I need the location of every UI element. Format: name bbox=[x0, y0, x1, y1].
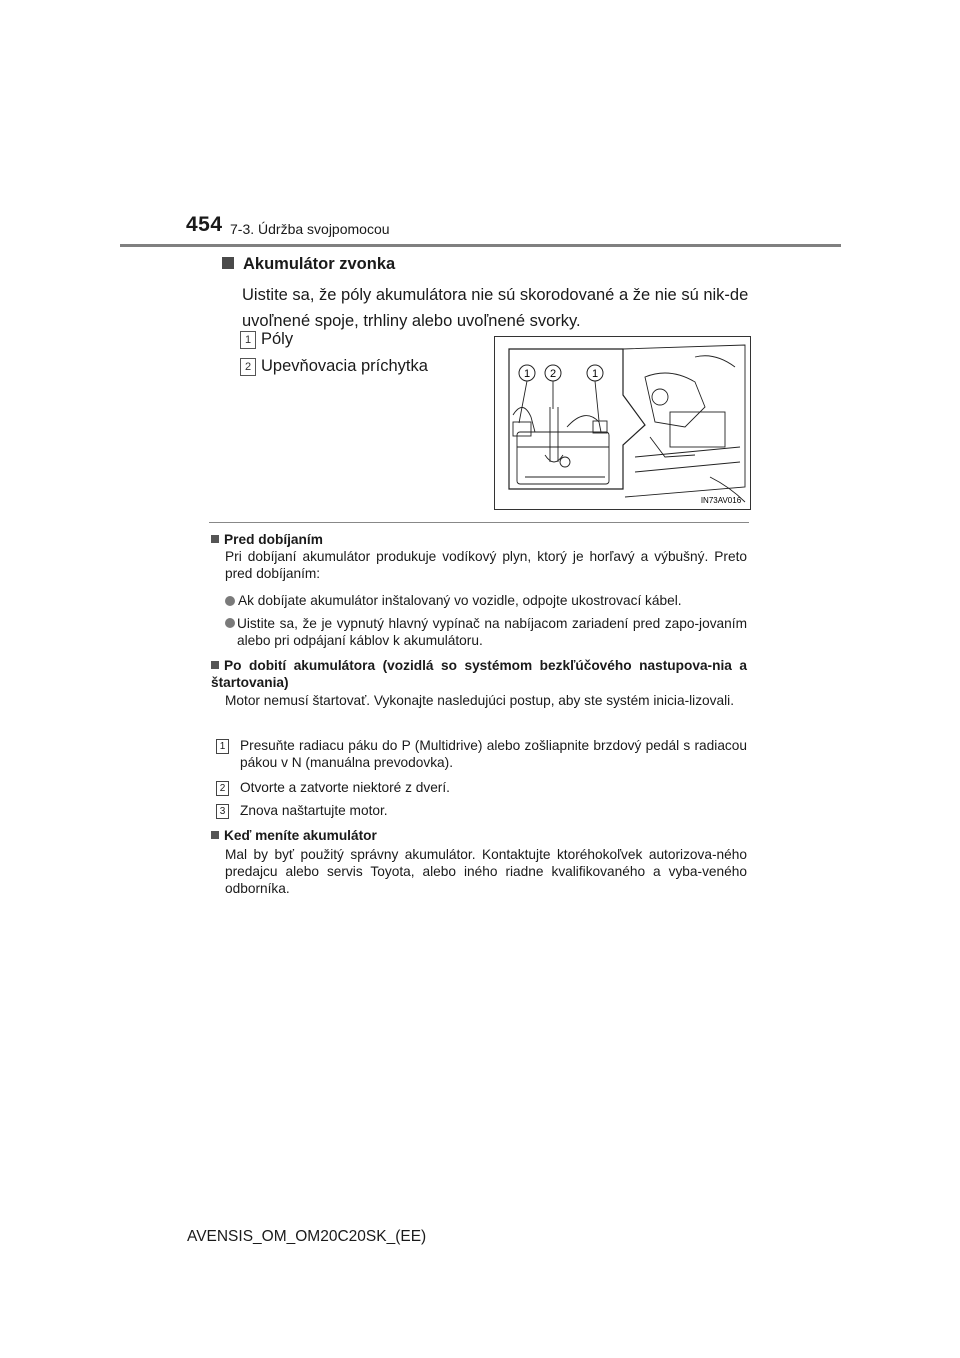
battery-figure bbox=[494, 336, 751, 510]
callout-clamp bbox=[240, 357, 428, 376]
note-text-charging: Pri dobíjaní akumulátor produkuje vodíkový plyn, ktorý je horľavý a výbušný. Preto pred dobíjaním: bbox=[225, 549, 747, 581]
step-number: 3 bbox=[216, 804, 229, 819]
document-code: AVENSIS_OM_OM20C20SK_(EE) bbox=[187, 1228, 427, 1245]
figure-label-clamp: 2 bbox=[549, 368, 557, 380]
step-text: Znova naštartujte motor. bbox=[240, 803, 388, 818]
main-heading: Akumulátor zvonka bbox=[222, 255, 395, 274]
note-heading-replacing: Keď meníte akumulátor bbox=[211, 827, 377, 844]
header-rule bbox=[120, 244, 841, 247]
square-bullet-icon bbox=[211, 831, 219, 839]
callout-label: Póly bbox=[261, 330, 294, 348]
square-bullet-icon bbox=[222, 257, 234, 269]
callout-number: 1 bbox=[240, 331, 256, 349]
round-bullet-icon bbox=[225, 618, 235, 628]
battery-illustration bbox=[495, 337, 750, 509]
callout-poles bbox=[240, 330, 293, 349]
step-number: 2 bbox=[216, 781, 229, 796]
page-number: 454 bbox=[186, 213, 223, 236]
callout-label: Upevňovacia príchytka bbox=[261, 357, 428, 375]
main-paragraph: Uistite sa, že póly akumulátora nie sú skorodované a že nie sú nik-de uvoľnené spoje, trhliny alebo uvoľnené svorky. bbox=[242, 286, 749, 330]
square-bullet-icon bbox=[211, 535, 219, 543]
step-text: Otvorte a zatvorte niektoré z dverí. bbox=[240, 780, 450, 795]
section-title: 7-3. Údržba svojpomocou bbox=[230, 221, 390, 237]
note-heading-charging: Pred dobíjaním bbox=[211, 531, 323, 548]
section-divider bbox=[209, 522, 749, 523]
square-bullet-icon bbox=[211, 661, 219, 669]
step-number: 1 bbox=[216, 739, 229, 754]
note-heading-after-charging: Po dobití akumulátora (vozidlá so systémom bezkľúčového nastupova-nia a štartovania) bbox=[211, 658, 747, 690]
note-text-after-charging: Motor nemusí štartovať. Vykonajte nasledujúci postup, aby ste systém inicia-lizovali. bbox=[225, 693, 735, 708]
round-bullet-icon bbox=[225, 596, 235, 606]
figure-code: IN73AV016 bbox=[700, 496, 742, 505]
step-text: Presuňte radiacu páku do P (Multidrive) alebo zošliapnite brzdový pedál s radiacou pákou v N (manuálna prevodovka). bbox=[240, 738, 747, 770]
note-text-replacing: Mal by byť použitý správny akumulátor. Kontaktujte ktoréhokoľvek autorizova-ného predajcu alebo servis Toyota, alebo iného riadne kvalifikovaného a vyba-veného odborníka. bbox=[225, 847, 747, 896]
bullet-item: Ak dobíjate akumulátor inštalovaný vo vozidle, odpojte ukostrovací kábel. bbox=[225, 592, 747, 609]
figure-label-poles: 1 bbox=[591, 368, 599, 380]
figure-label-poles: 1 bbox=[523, 368, 531, 380]
callout-number: 2 bbox=[240, 358, 256, 376]
